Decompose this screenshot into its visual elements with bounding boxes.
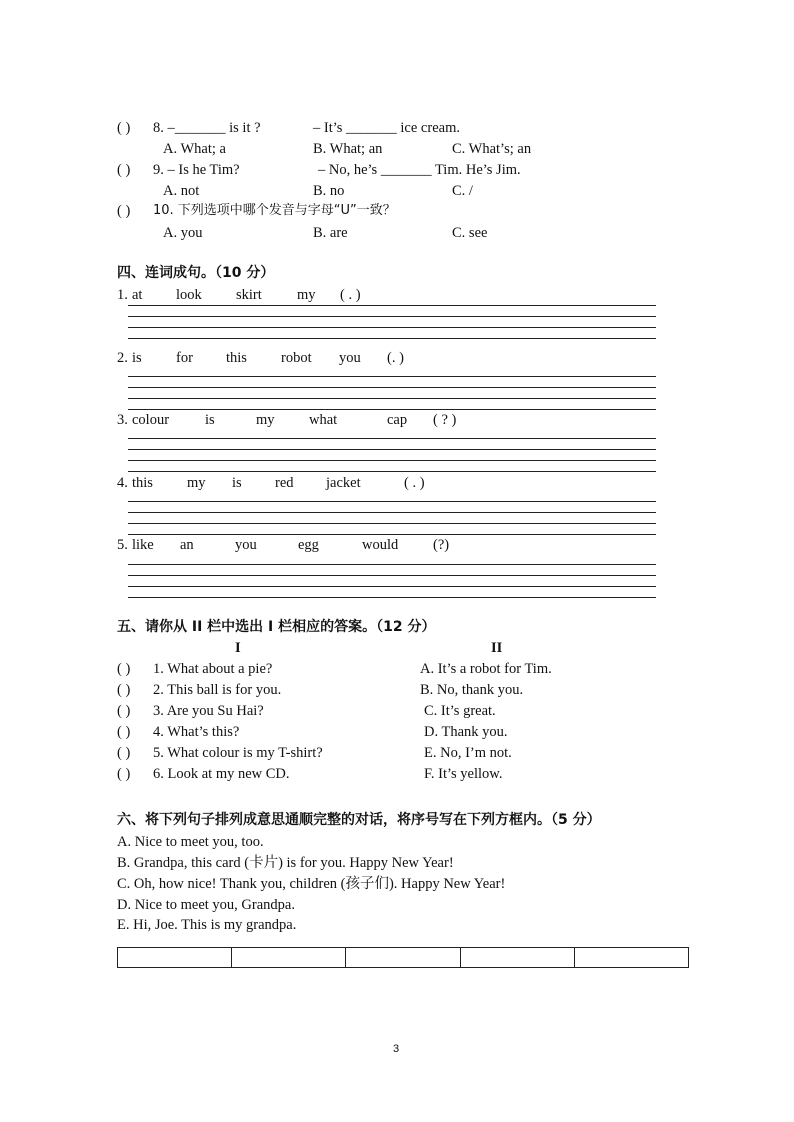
p4-word: is <box>205 412 215 428</box>
p4-word: would <box>362 537 399 553</box>
p4-word: my <box>256 412 275 428</box>
p6-sentence: B. Grandpa, this card (卡片) is for you. Happy New Year! <box>117 855 454 871</box>
answer-box[interactable] <box>461 948 575 967</box>
part5-heading: 五、请你从 II 栏中选出 I 栏相应的答案。（12 分） <box>117 619 436 635</box>
p4-word: this <box>226 350 247 366</box>
column-ii-header: II <box>491 640 503 656</box>
p4-word: what <box>309 412 338 428</box>
p4-punct: ( . ) <box>404 475 425 491</box>
answer-line[interactable] <box>128 534 656 535</box>
p5-question: 1. What about a pie? <box>153 661 273 677</box>
p4-word: red <box>275 475 294 491</box>
answer-line[interactable] <box>128 409 656 410</box>
p4-item-number: 2. <box>117 350 128 366</box>
p5-bracket[interactable]: ( ) <box>117 661 131 677</box>
answer-line[interactable] <box>128 523 656 524</box>
q9-option-c[interactable]: C. / <box>452 183 473 199</box>
p4-word: colour <box>132 412 170 428</box>
q9-stem: 9. – Is he Tim? <box>153 162 240 178</box>
answer-line[interactable] <box>128 512 656 513</box>
p6-sentence: C. Oh, how nice! Thank you, children (孩子们). Happy New Year! <box>117 876 506 892</box>
answer-line[interactable] <box>128 471 656 472</box>
p4-word: you <box>235 537 257 553</box>
p6-sentence: D. Nice to meet you, Grandpa. <box>117 897 295 913</box>
p5-question: 3. Are you Su Hai? <box>153 703 264 719</box>
answer-line[interactable] <box>128 564 656 565</box>
answer-box-row <box>117 947 689 968</box>
q8-stem: 8. –_______ is it ? <box>153 120 261 136</box>
q8-bracket[interactable]: ( ) <box>117 120 131 136</box>
p4-word: robot <box>281 350 312 366</box>
answer-line[interactable] <box>128 376 656 377</box>
answer-line[interactable] <box>128 387 656 388</box>
answer-line[interactable] <box>128 327 656 328</box>
p4-word: is <box>132 350 142 366</box>
p5-answer: F. It’s yellow. <box>424 766 503 782</box>
p4-punct: ( ? ) <box>433 412 457 428</box>
p5-question: 6. Look at my new CD. <box>153 766 290 782</box>
answer-line[interactable] <box>128 305 656 306</box>
p5-answer: E. No, I’m not. <box>424 745 512 761</box>
p4-word: like <box>132 537 154 553</box>
q10-option-c[interactable]: C. see <box>452 225 488 241</box>
column-i-header: I <box>235 640 241 656</box>
p4-item-number: 5. <box>117 537 128 553</box>
answer-box[interactable] <box>118 948 232 967</box>
p4-punct: (. ) <box>387 350 404 366</box>
part6-heading: 六、将下列句子排列成意思通顺完整的对话，将序号写在下列方框内。（5 分） <box>117 812 601 828</box>
p4-word: skirt <box>236 287 262 303</box>
q10-stem: 10. 下列选项中哪个发音与字母“U”一致？ <box>153 203 396 218</box>
p4-word: this <box>132 475 153 491</box>
q8-option-c[interactable]: C. What’s; an <box>452 141 532 157</box>
p5-answer: C. It’s great. <box>424 703 496 719</box>
p4-word: you <box>339 350 361 366</box>
q9-option-a[interactable]: A. not <box>163 183 200 199</box>
answer-line[interactable] <box>128 586 656 587</box>
p4-word: at <box>132 287 143 303</box>
p6-sentence: E. Hi, Joe. This is my grandpa. <box>117 917 297 933</box>
p4-word: for <box>176 350 193 366</box>
p5-question: 2. This ball is for you. <box>153 682 282 698</box>
answer-line[interactable] <box>128 398 656 399</box>
p4-word: cap <box>387 412 408 428</box>
answer-box[interactable] <box>346 948 460 967</box>
p5-answer: A. It’s a robot for Tim. <box>420 661 552 677</box>
p4-word: my <box>297 287 316 303</box>
answer-box[interactable] <box>232 948 346 967</box>
answer-line[interactable] <box>128 438 656 439</box>
q10-option-a[interactable]: A. you <box>163 225 203 241</box>
answer-line[interactable] <box>128 597 656 598</box>
p4-word: is <box>232 475 242 491</box>
q10-bracket[interactable]: ( ) <box>117 203 131 219</box>
p4-word: look <box>176 287 202 303</box>
q8-option-b[interactable]: B. What; an <box>313 141 383 157</box>
q8-reply: – It’s _______ ice cream. <box>313 120 460 136</box>
answer-line[interactable] <box>128 316 656 317</box>
answer-line[interactable] <box>128 575 656 576</box>
q9-reply: – No, he’s _______ Tim. He’s Jim. <box>318 162 521 178</box>
part4-heading: 四、连词成句。（10 分） <box>117 265 275 281</box>
p5-bracket[interactable]: ( ) <box>117 724 131 740</box>
p4-word: my <box>187 475 206 491</box>
p5-bracket[interactable]: ( ) <box>117 745 131 761</box>
p4-word: an <box>180 537 194 553</box>
answer-box[interactable] <box>575 948 688 967</box>
p4-punct: (?) <box>433 537 450 553</box>
q10-option-b[interactable]: B. are <box>313 225 348 241</box>
p4-item-number: 4. <box>117 475 128 491</box>
p5-bracket[interactable]: ( ) <box>117 682 131 698</box>
answer-line[interactable] <box>128 460 656 461</box>
p5-bracket[interactable]: ( ) <box>117 766 131 782</box>
answer-line[interactable] <box>128 338 656 339</box>
q9-bracket[interactable]: ( ) <box>117 162 131 178</box>
q8-option-a[interactable]: A. What; a <box>163 141 226 157</box>
p5-bracket[interactable]: ( ) <box>117 703 131 719</box>
p5-answer: B. No, thank you. <box>420 682 524 698</box>
answer-line[interactable] <box>128 501 656 502</box>
p5-question: 5. What colour is my T-shirt? <box>153 745 323 761</box>
p5-question: 4. What’s this? <box>153 724 240 740</box>
p5-answer: D. Thank you. <box>424 724 508 740</box>
p4-item-number: 1. <box>117 287 128 303</box>
p4-word: egg <box>298 537 319 553</box>
page-number: 3 <box>393 1043 400 1055</box>
p4-punct: ( . ) <box>340 287 361 303</box>
p4-word: jacket <box>326 475 361 491</box>
p6-sentence: A. Nice to meet you, too. <box>117 834 264 850</box>
answer-line[interactable] <box>128 449 656 450</box>
p4-item-number: 3. <box>117 412 128 428</box>
q9-option-b[interactable]: B. no <box>313 183 345 199</box>
